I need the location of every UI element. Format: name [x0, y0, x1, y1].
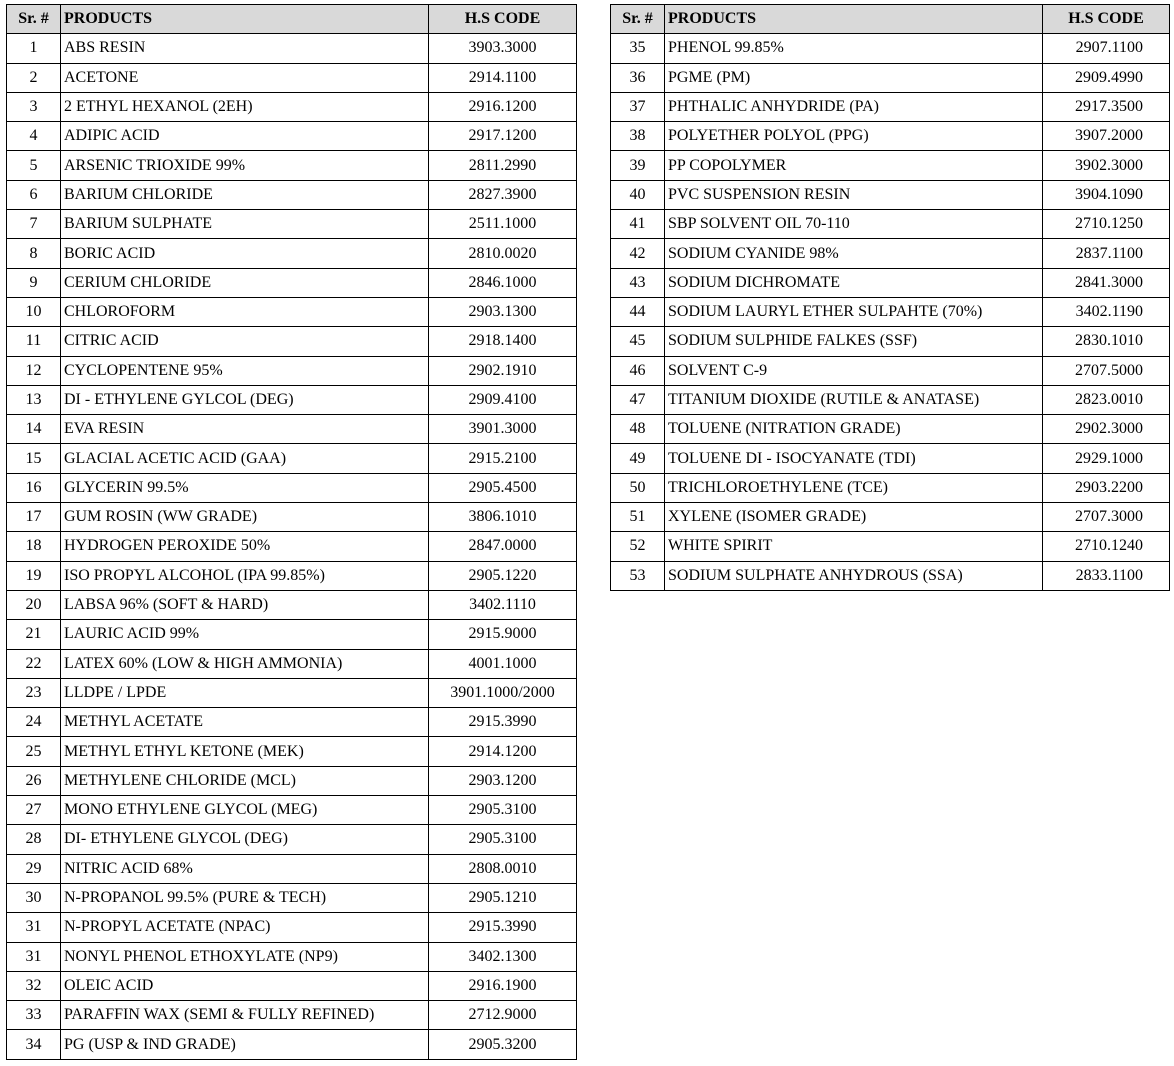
product-cell: SODIUM SULPHIDE FALKES (SSF)	[665, 327, 1043, 356]
sr-cell: 28	[7, 825, 61, 854]
hs-code-cell: 2903.1300	[429, 297, 577, 326]
hs-code-cell: 2916.1900	[429, 971, 577, 1000]
product-cell: WHITE SPIRIT	[665, 532, 1043, 561]
hs-code-cell: 3903.3000	[429, 34, 577, 63]
product-cell: SODIUM CYANIDE 98%	[665, 239, 1043, 268]
product-cell: PVC SUSPENSION RESIN	[665, 180, 1043, 209]
products-table-right	[610, 4, 1170, 591]
sr-cell: 51	[611, 503, 665, 532]
sr-cell: 49	[611, 444, 665, 473]
sr-cell: 37	[611, 92, 665, 121]
product-cell: GLACIAL ACETIC ACID (GAA)	[61, 444, 429, 473]
sr-cell: 50	[611, 473, 665, 502]
product-cell: ADIPIC ACID	[61, 122, 429, 151]
table-row	[611, 532, 1170, 561]
product-cell: SODIUM LAURYL ETHER SULPAHTE (70%)	[665, 297, 1043, 326]
hs-code-cell: 2841.3000	[1043, 268, 1170, 297]
table-row	[611, 385, 1170, 414]
sr-cell: 46	[611, 356, 665, 385]
table-row	[7, 590, 577, 619]
hs-code-cell: 2827.3900	[429, 180, 577, 209]
product-cell: CYCLOPENTENE 95%	[61, 356, 429, 385]
product-cell: N-PROPANOL 99.5% (PURE & TECH)	[61, 883, 429, 912]
sr-cell: 27	[7, 796, 61, 825]
table-row	[7, 297, 577, 326]
sr-cell: 13	[7, 385, 61, 414]
header-hs-code: H.S CODE	[429, 5, 577, 34]
product-cell: 2 ETHYL HEXANOL (2EH)	[61, 92, 429, 121]
table-row	[611, 268, 1170, 297]
table-row	[611, 239, 1170, 268]
hs-code-cell: 2915.3990	[429, 913, 577, 942]
table-row	[7, 151, 577, 180]
sr-cell: 43	[611, 268, 665, 297]
product-cell: ISO PROPYL ALCOHOL (IPA 99.85%)	[61, 561, 429, 590]
table-row	[7, 737, 577, 766]
table-row	[611, 561, 1170, 590]
product-cell: ABS RESIN	[61, 34, 429, 63]
sr-cell: 35	[611, 34, 665, 63]
table-row	[7, 561, 577, 590]
product-cell: TRICHLOROETHYLENE (TCE)	[665, 473, 1043, 502]
hs-code-cell: 3402.1110	[429, 590, 577, 619]
sr-cell: 7	[7, 210, 61, 239]
table-row	[611, 444, 1170, 473]
table-row	[7, 1001, 577, 1030]
hs-code-cell: 3904.1090	[1043, 180, 1170, 209]
product-cell: LABSA 96% (SOFT & HARD)	[61, 590, 429, 619]
sr-cell: 41	[611, 210, 665, 239]
hs-code-cell: 3901.1000/2000	[429, 678, 577, 707]
product-cell: BARIUM CHLORIDE	[61, 180, 429, 209]
sr-cell: 22	[7, 649, 61, 678]
hs-code-cell: 2808.0010	[429, 854, 577, 883]
product-cell: PP COPOLYMER	[665, 151, 1043, 180]
hs-code-cell: 2833.1100	[1043, 561, 1170, 590]
hs-code-cell: 2810.0020	[429, 239, 577, 268]
hs-code-cell: 2914.1100	[429, 63, 577, 92]
hs-code-cell: 3902.3000	[1043, 151, 1170, 180]
hs-code-cell: 2823.0010	[1043, 385, 1170, 414]
product-cell: PGME (PM)	[665, 63, 1043, 92]
sr-cell: 32	[7, 971, 61, 1000]
table-row	[7, 825, 577, 854]
sr-cell: 12	[7, 356, 61, 385]
products-table-left	[6, 4, 577, 1060]
table-row	[611, 473, 1170, 502]
table-row	[7, 620, 577, 649]
sr-cell: 20	[7, 590, 61, 619]
header-sr: Sr. #	[7, 5, 61, 34]
sr-cell: 3	[7, 92, 61, 121]
hs-code-cell: 2905.3100	[429, 825, 577, 854]
sr-cell: 31	[7, 913, 61, 942]
sr-cell: 10	[7, 297, 61, 326]
table-row	[7, 678, 577, 707]
product-cell: XYLENE (ISOMER GRADE)	[665, 503, 1043, 532]
product-cell: LLDPE / LPDE	[61, 678, 429, 707]
product-cell: CITRIC ACID	[61, 327, 429, 356]
hs-code-cell: 2905.3100	[429, 796, 577, 825]
table-row	[7, 854, 577, 883]
table-row	[611, 180, 1170, 209]
product-cell: LATEX 60% (LOW & HIGH AMMONIA)	[61, 649, 429, 678]
header-sr: Sr. #	[611, 5, 665, 34]
sr-cell: 38	[611, 122, 665, 151]
product-cell: SBP SOLVENT OIL 70-110	[665, 210, 1043, 239]
hs-code-cell: 2914.1200	[429, 737, 577, 766]
hs-code-cell: 2837.1100	[1043, 239, 1170, 268]
product-cell: PG (USP & IND GRADE)	[61, 1030, 429, 1059]
product-cell: HYDROGEN PEROXIDE 50%	[61, 532, 429, 561]
table-row	[611, 297, 1170, 326]
sr-cell: 44	[611, 297, 665, 326]
product-cell: METHYL ETHYL KETONE (MEK)	[61, 737, 429, 766]
sr-cell: 33	[7, 1001, 61, 1030]
table-row	[7, 327, 577, 356]
table-row	[7, 1030, 577, 1059]
hs-code-cell: 3907.2000	[1043, 122, 1170, 151]
sr-cell: 19	[7, 561, 61, 590]
table-row	[7, 356, 577, 385]
table-row	[611, 122, 1170, 151]
table-row	[7, 122, 577, 151]
hs-code-cell: 2916.1200	[429, 92, 577, 121]
product-cell: SODIUM SULPHATE ANHYDROUS (SSA)	[665, 561, 1043, 590]
table-row	[7, 971, 577, 1000]
sr-cell: 2	[7, 63, 61, 92]
sr-cell: 21	[7, 620, 61, 649]
hs-code-cell: 2905.4500	[429, 473, 577, 502]
header-row	[611, 5, 1170, 34]
hs-code-cell: 2903.2200	[1043, 473, 1170, 502]
product-cell: ARSENIC TRIOXIDE 99%	[61, 151, 429, 180]
product-cell: NITRIC ACID 68%	[61, 854, 429, 883]
hs-code-cell: 2905.1210	[429, 883, 577, 912]
hs-code-cell: 2917.1200	[429, 122, 577, 151]
table-row	[7, 63, 577, 92]
product-cell: SOLVENT C-9	[665, 356, 1043, 385]
sr-cell: 47	[611, 385, 665, 414]
sr-cell: 23	[7, 678, 61, 707]
table-row	[7, 268, 577, 297]
product-cell: TOLUENE DI - ISOCYANATE (TDI)	[665, 444, 1043, 473]
hs-code-cell: 2905.1220	[429, 561, 577, 590]
hs-code-cell: 2811.2990	[429, 151, 577, 180]
hs-code-cell: 2707.3000	[1043, 503, 1170, 532]
product-cell: TITANIUM DIOXIDE (RUTILE & ANATASE)	[665, 385, 1043, 414]
header-row	[7, 5, 577, 34]
table-row	[7, 708, 577, 737]
sr-cell: 11	[7, 327, 61, 356]
sr-cell: 53	[611, 561, 665, 590]
hs-code-cell: 2710.1240	[1043, 532, 1170, 561]
sr-cell: 9	[7, 268, 61, 297]
product-cell: LAURIC ACID 99%	[61, 620, 429, 649]
sr-cell: 14	[7, 415, 61, 444]
sr-cell: 18	[7, 532, 61, 561]
hs-code-cell: 4001.1000	[429, 649, 577, 678]
sr-cell: 45	[611, 327, 665, 356]
table-row	[611, 327, 1170, 356]
sr-cell: 5	[7, 151, 61, 180]
sr-cell: 15	[7, 444, 61, 473]
table-row	[7, 649, 577, 678]
sr-cell: 1	[7, 34, 61, 63]
product-cell: NONYL PHENOL ETHOXYLATE (NP9)	[61, 942, 429, 971]
table-row	[611, 503, 1170, 532]
hs-code-cell: 2929.1000	[1043, 444, 1170, 473]
product-cell: GUM ROSIN (WW GRADE)	[61, 503, 429, 532]
product-cell: N-PROPYL ACETATE (NPAC)	[61, 913, 429, 942]
header-hs-code: H.S CODE	[1043, 5, 1170, 34]
product-cell: SODIUM DICHROMATE	[665, 268, 1043, 297]
table-row	[7, 503, 577, 532]
hs-code-cell: 2918.1400	[429, 327, 577, 356]
product-cell: METHYLENE CHLORIDE (MCL)	[61, 766, 429, 795]
left-table-body	[7, 34, 577, 1059]
right-table-body	[611, 34, 1170, 591]
table-row	[7, 385, 577, 414]
header-products: PRODUCTS	[61, 5, 429, 34]
product-cell: DI- ETHYLENE GLYCOL (DEG)	[61, 825, 429, 854]
hs-code-cell: 2905.3200	[429, 1030, 577, 1059]
sr-cell: 4	[7, 122, 61, 151]
sr-cell: 16	[7, 473, 61, 502]
sr-cell: 29	[7, 854, 61, 883]
table-row	[7, 796, 577, 825]
table-row	[7, 913, 577, 942]
product-cell: PHTHALIC ANHYDRIDE (PA)	[665, 92, 1043, 121]
table-row	[611, 34, 1170, 63]
product-cell: POLYETHER POLYOL (PPG)	[665, 122, 1043, 151]
table-row	[611, 356, 1170, 385]
hs-code-cell: 2915.3990	[429, 708, 577, 737]
hs-code-cell: 3901.3000	[429, 415, 577, 444]
product-cell: PARAFFIN WAX (SEMI & FULLY REFINED)	[61, 1001, 429, 1030]
hs-code-cell: 2710.1250	[1043, 210, 1170, 239]
product-cell: PHENOL 99.85%	[665, 34, 1043, 63]
product-cell: GLYCERIN 99.5%	[61, 473, 429, 502]
hs-code-cell: 3402.1190	[1043, 297, 1170, 326]
table-row	[7, 210, 577, 239]
sr-cell: 52	[611, 532, 665, 561]
table-row	[611, 210, 1170, 239]
table-row	[7, 766, 577, 795]
sr-cell: 31	[7, 942, 61, 971]
sr-cell: 6	[7, 180, 61, 209]
sr-cell: 8	[7, 239, 61, 268]
table-row	[611, 92, 1170, 121]
hs-code-cell: 2915.2100	[429, 444, 577, 473]
hs-code-cell: 2902.1910	[429, 356, 577, 385]
hs-code-cell: 2846.1000	[429, 268, 577, 297]
table-row	[611, 151, 1170, 180]
sr-cell: 25	[7, 737, 61, 766]
product-cell: CHLOROFORM	[61, 297, 429, 326]
sr-cell: 30	[7, 883, 61, 912]
sr-cell: 42	[611, 239, 665, 268]
hs-code-cell: 2511.1000	[429, 210, 577, 239]
table-row	[7, 34, 577, 63]
sr-cell: 26	[7, 766, 61, 795]
sr-cell: 40	[611, 180, 665, 209]
hs-code-cell: 2909.4100	[429, 385, 577, 414]
sr-cell: 36	[611, 63, 665, 92]
hs-code-cell: 2909.4990	[1043, 63, 1170, 92]
table-row	[7, 92, 577, 121]
table-row	[611, 63, 1170, 92]
table-row	[7, 239, 577, 268]
product-cell: MONO ETHYLENE GLYCOL (MEG)	[61, 796, 429, 825]
hs-code-cell: 3806.1010	[429, 503, 577, 532]
product-cell: CERIUM CHLORIDE	[61, 268, 429, 297]
hs-code-cell: 2830.1010	[1043, 327, 1170, 356]
sr-cell: 48	[611, 415, 665, 444]
hs-code-cell: 2917.3500	[1043, 92, 1170, 121]
header-products: PRODUCTS	[665, 5, 1043, 34]
product-cell: METHYL ACETATE	[61, 708, 429, 737]
product-cell: BARIUM SULPHATE	[61, 210, 429, 239]
product-cell: BORIC ACID	[61, 239, 429, 268]
sr-cell: 17	[7, 503, 61, 532]
hs-code-cell: 2903.1200	[429, 766, 577, 795]
sr-cell: 24	[7, 708, 61, 737]
product-cell: OLEIC ACID	[61, 971, 429, 1000]
table-row	[7, 942, 577, 971]
hs-code-cell: 3402.1300	[429, 942, 577, 971]
hs-code-cell: 2712.9000	[429, 1001, 577, 1030]
table-row	[7, 180, 577, 209]
table-row	[7, 532, 577, 561]
sr-cell: 39	[611, 151, 665, 180]
hs-code-cell: 2707.5000	[1043, 356, 1170, 385]
hs-code-cell: 2847.0000	[429, 532, 577, 561]
product-cell: TOLUENE (NITRATION GRADE)	[665, 415, 1043, 444]
table-row	[7, 473, 577, 502]
product-cell: DI - ETHYLENE GYLCOL (DEG)	[61, 385, 429, 414]
table-row	[7, 444, 577, 473]
sr-cell: 34	[7, 1030, 61, 1059]
table-row	[7, 415, 577, 444]
table-row	[611, 415, 1170, 444]
hs-code-cell: 2915.9000	[429, 620, 577, 649]
table-row	[7, 883, 577, 912]
product-cell: EVA RESIN	[61, 415, 429, 444]
hs-code-cell: 2902.3000	[1043, 415, 1170, 444]
product-cell: ACETONE	[61, 63, 429, 92]
hs-code-cell: 2907.1100	[1043, 34, 1170, 63]
